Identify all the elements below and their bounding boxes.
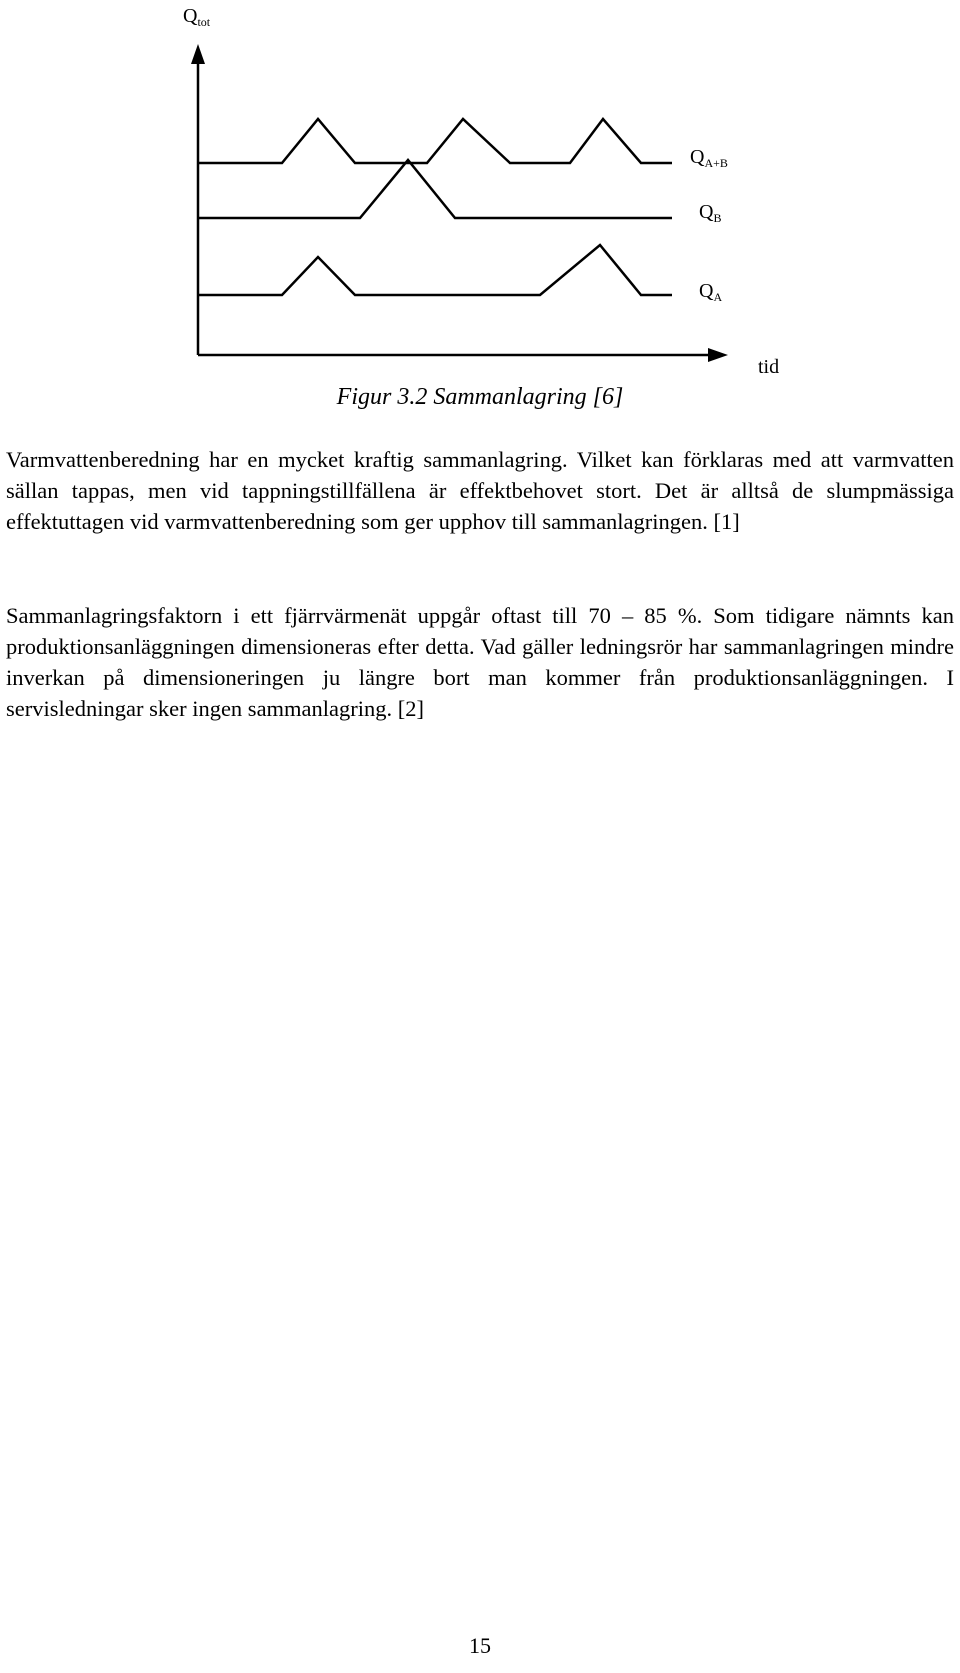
series-q-a-plus-b-line [198, 119, 672, 163]
figure-caption [0, 382, 960, 412]
series-q-b-label: $Q_B$ [699, 201, 722, 225]
page-number: 15 [469, 1633, 491, 1658]
x-axis-label: tid [758, 356, 780, 378]
series-q-b-line [198, 160, 672, 218]
series-q-a-label: $Q_A$ [699, 280, 723, 304]
figure-caption-text: Figur 3.2 Sammanlagring [6] [336, 384, 624, 410]
y-axis-arrow [191, 44, 205, 64]
paragraph-sammanlagringsfaktor: Sammanlagringsfaktorn i ett fjärrvärmenät uppgår oftast till 70 – 85 %. Som tidigare nämnts kan produktionsanläggningen dimensioneras efter detta. Vad gäller ledningsrör har sammanlagringen mindre inverkan på dimensioneringen ju längre bort man kommer från produktionsanläggningen. I servisledningar sker ingen sammanlagring. [2] [6, 603, 954, 721]
y-axis-label: $Q_{tot}$ [183, 5, 211, 29]
series-q-a-plus-b-label: $Q_{A+B}$ [690, 146, 728, 170]
figure-graph [0, 0, 960, 380]
series-q-a-line [198, 245, 672, 295]
x-axis-arrow [708, 348, 728, 362]
figure-sammanlagring [0, 0, 960, 380]
paragraph-varmvatten: Varmvattenberedning har en mycket kraftig sammanlagring. Vilket kan förklaras med att varmvatten sällan tappas, men vid tappningstillfällena är effektbehovet stort. Det är alltså de slumpmässiga effektuttagen vid varmvattenberedning som ger upphov till sammanlagringen. [1] [6, 447, 954, 534]
